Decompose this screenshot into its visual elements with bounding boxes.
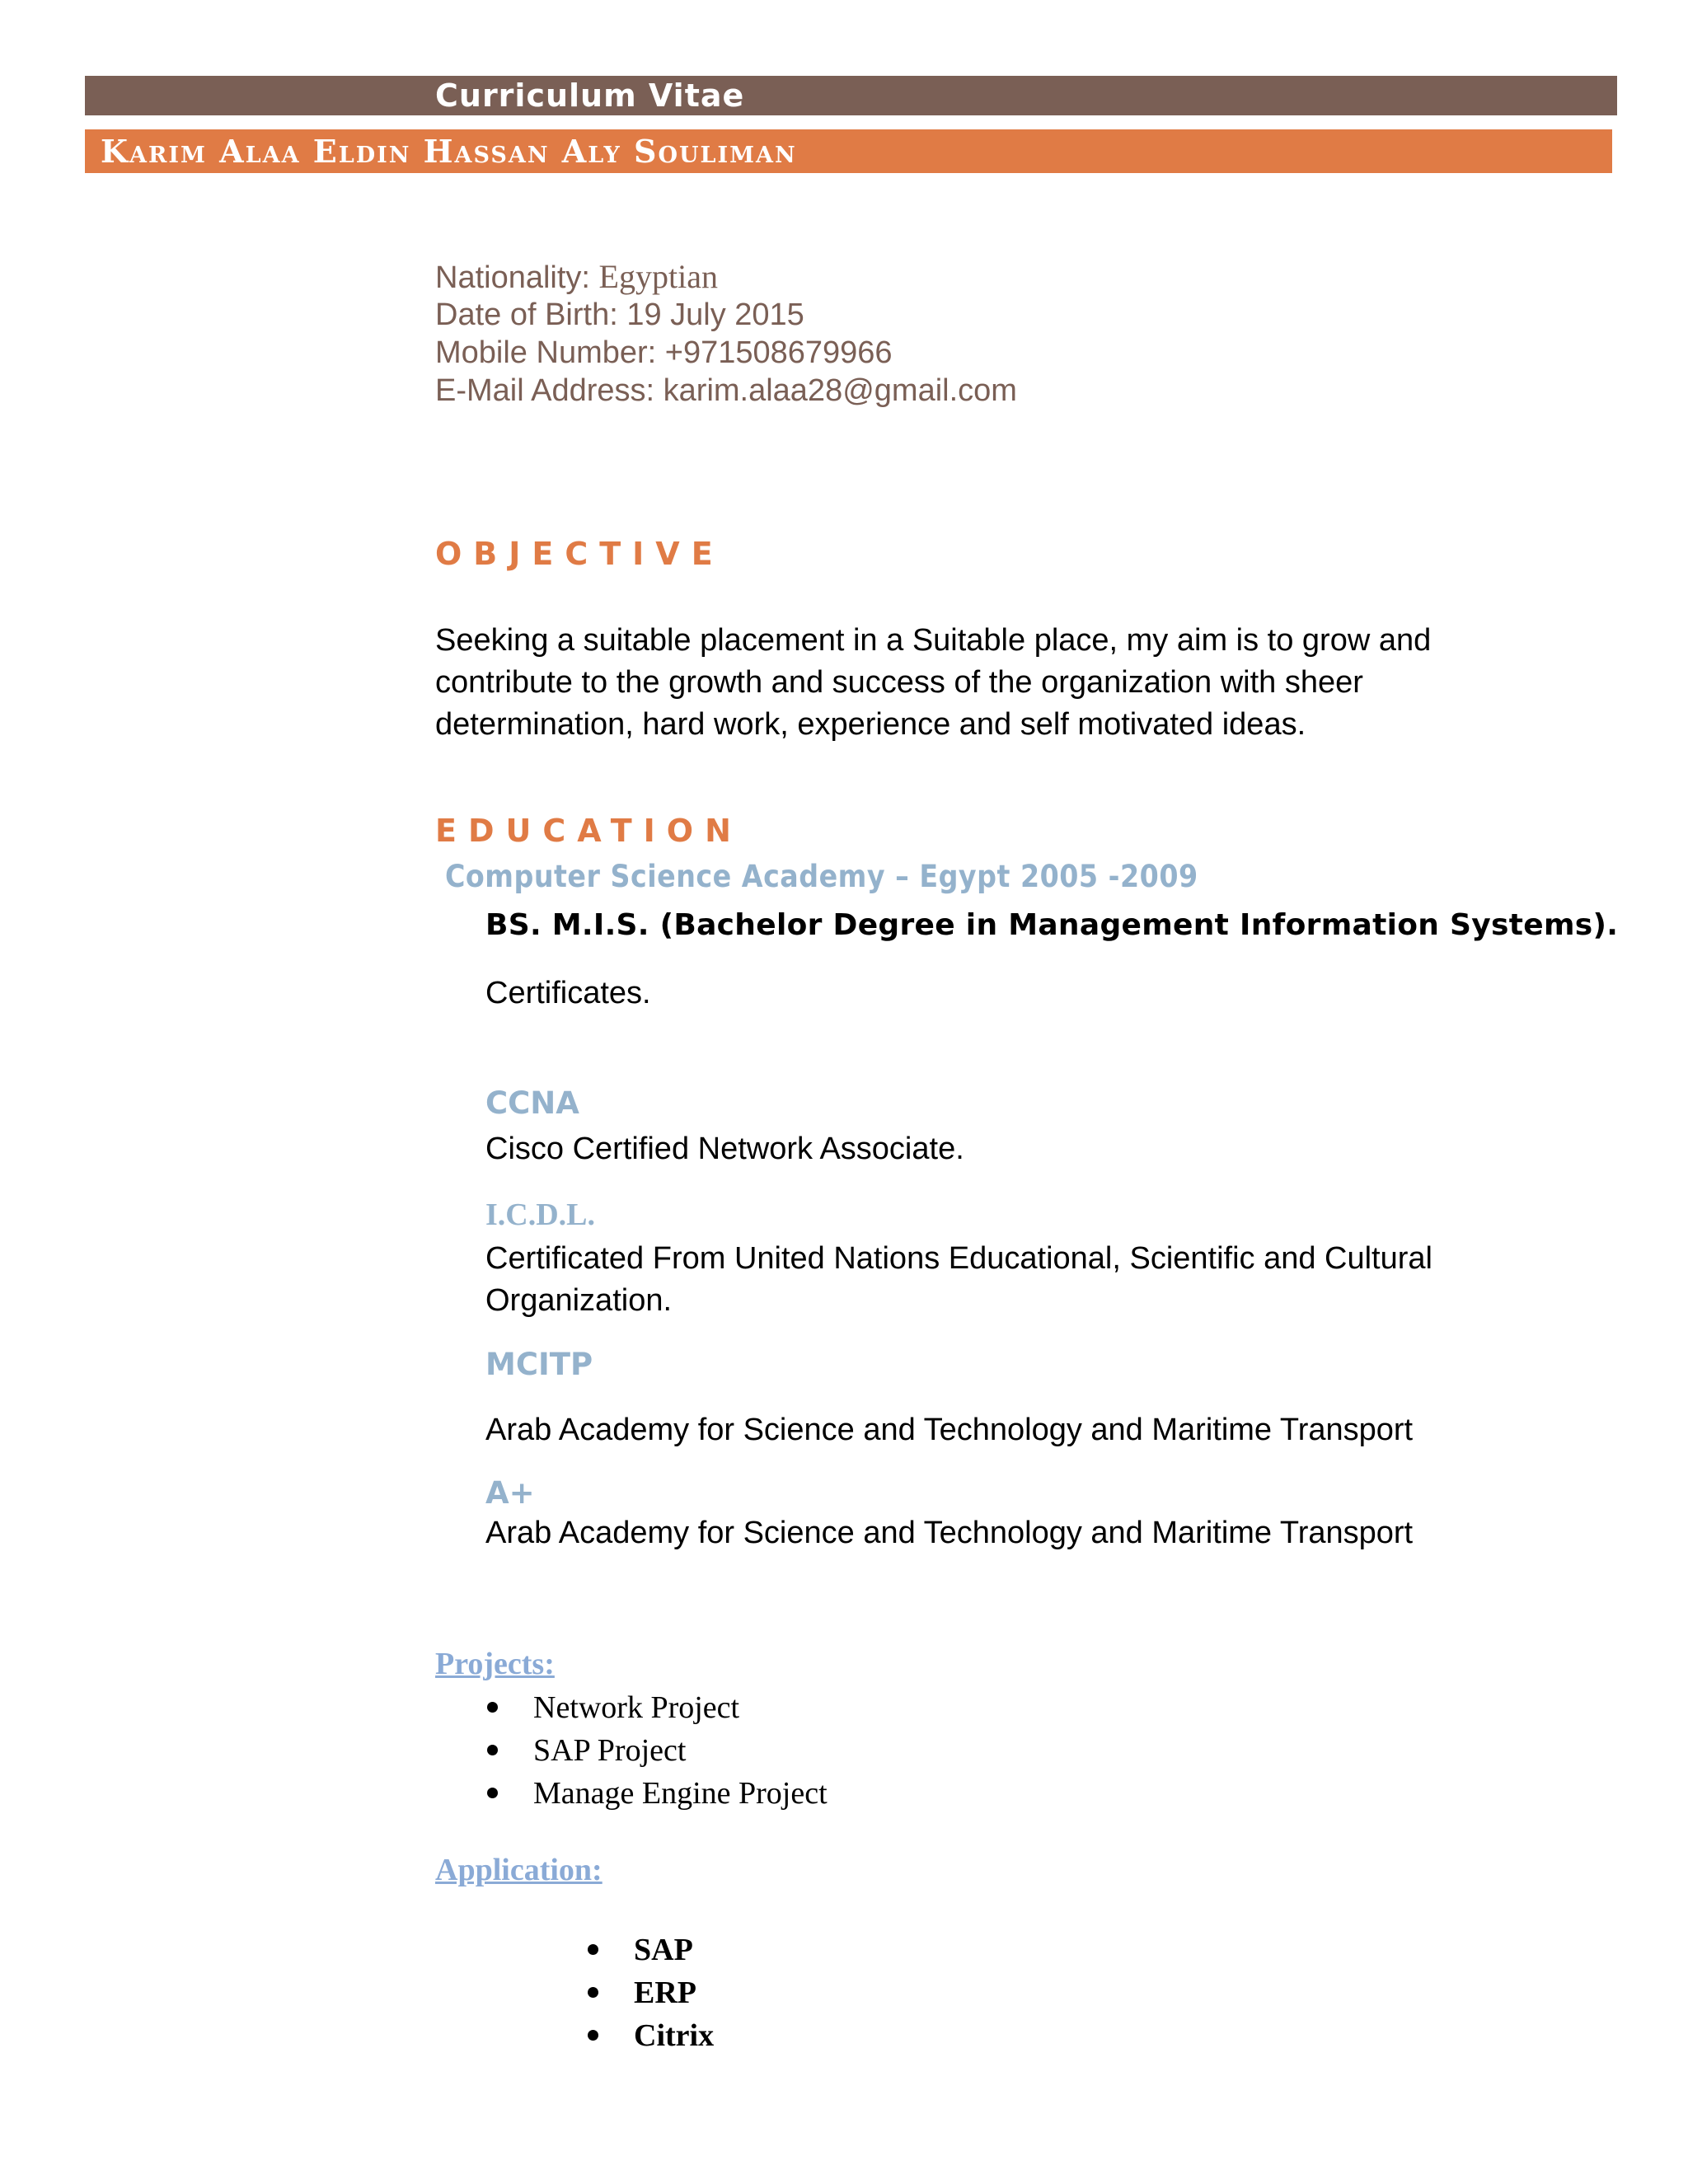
bullet-icon	[588, 1944, 598, 1955]
email-address: E-Mail Address: karim.alaa28@gmail.com	[435, 373, 1017, 408]
mobile-number: Mobile Number: +971508679966	[435, 335, 893, 370]
list-item: SAP	[584, 1929, 714, 1971]
list-item: Citrix	[584, 2014, 714, 2057]
document-title: Curriculum Vitae	[435, 77, 745, 114]
cert-desc-aplus: Arab Academy for Science and Technology and Maritime Transport	[485, 1516, 1414, 1550]
cert-name-icdl: I.C.D.L.	[485, 1197, 596, 1232]
cert-name-mcitp: MCITP	[485, 1347, 593, 1382]
projects-list	[484, 1686, 828, 1815]
degree-line: BS. M.I.S. (Bachelor Degree in Management Information Systems).	[485, 908, 1619, 942]
school-line: Computer Science Academy – Egypt 2005 -2009	[445, 859, 1198, 894]
bullet-icon	[588, 1987, 598, 1998]
bullet-icon	[588, 2030, 598, 2041]
candidate-name: Karim Alaa Eldin Hassan Aly Souliman	[101, 133, 797, 170]
bullet-icon	[487, 1745, 498, 1755]
cert-name-aplus: A+	[485, 1475, 535, 1511]
list-item: Network Project	[484, 1686, 828, 1729]
date-of-birth: Date of Birth: 19 July 2015	[435, 298, 804, 332]
application-list	[584, 1929, 714, 2057]
bullet-icon	[487, 1702, 498, 1713]
list-item: ERP	[584, 1971, 714, 2014]
cert-desc-icdl: Certificated From United Nations Educational, Scientific and Cultural Organization.	[485, 1241, 1432, 1318]
education-heading: EDUCATION	[435, 813, 743, 849]
title-bar	[85, 76, 1617, 115]
application-heading: Application:	[435, 1853, 603, 1887]
objective-text: Seeking a suitable placement in a Suitable place, my aim is to grow and contribute to the growth and success of the organization with sheer determination, hard work, experience and self motivated ideas.	[435, 623, 1432, 742]
nationality-line	[435, 258, 718, 297]
cert-name-ccna: CCNA	[485, 1085, 579, 1121]
nationality-label: Nationality:	[435, 260, 599, 295]
projects-heading: Projects:	[435, 1647, 555, 1681]
bullet-icon	[487, 1788, 498, 1798]
cert-desc-mcitp: Arab Academy for Science and Technology and Maritime Transport	[485, 1413, 1414, 1447]
objective-heading: OBJECTIVE	[435, 536, 724, 572]
list-item: SAP Project	[484, 1729, 828, 1772]
certificates-label: Certificates.	[485, 976, 651, 1010]
nationality-value: Egyptian	[598, 258, 718, 295]
cert-desc-ccna: Cisco Certified Network Associate.	[485, 1132, 964, 1166]
list-item: Manage Engine Project	[484, 1772, 828, 1815]
